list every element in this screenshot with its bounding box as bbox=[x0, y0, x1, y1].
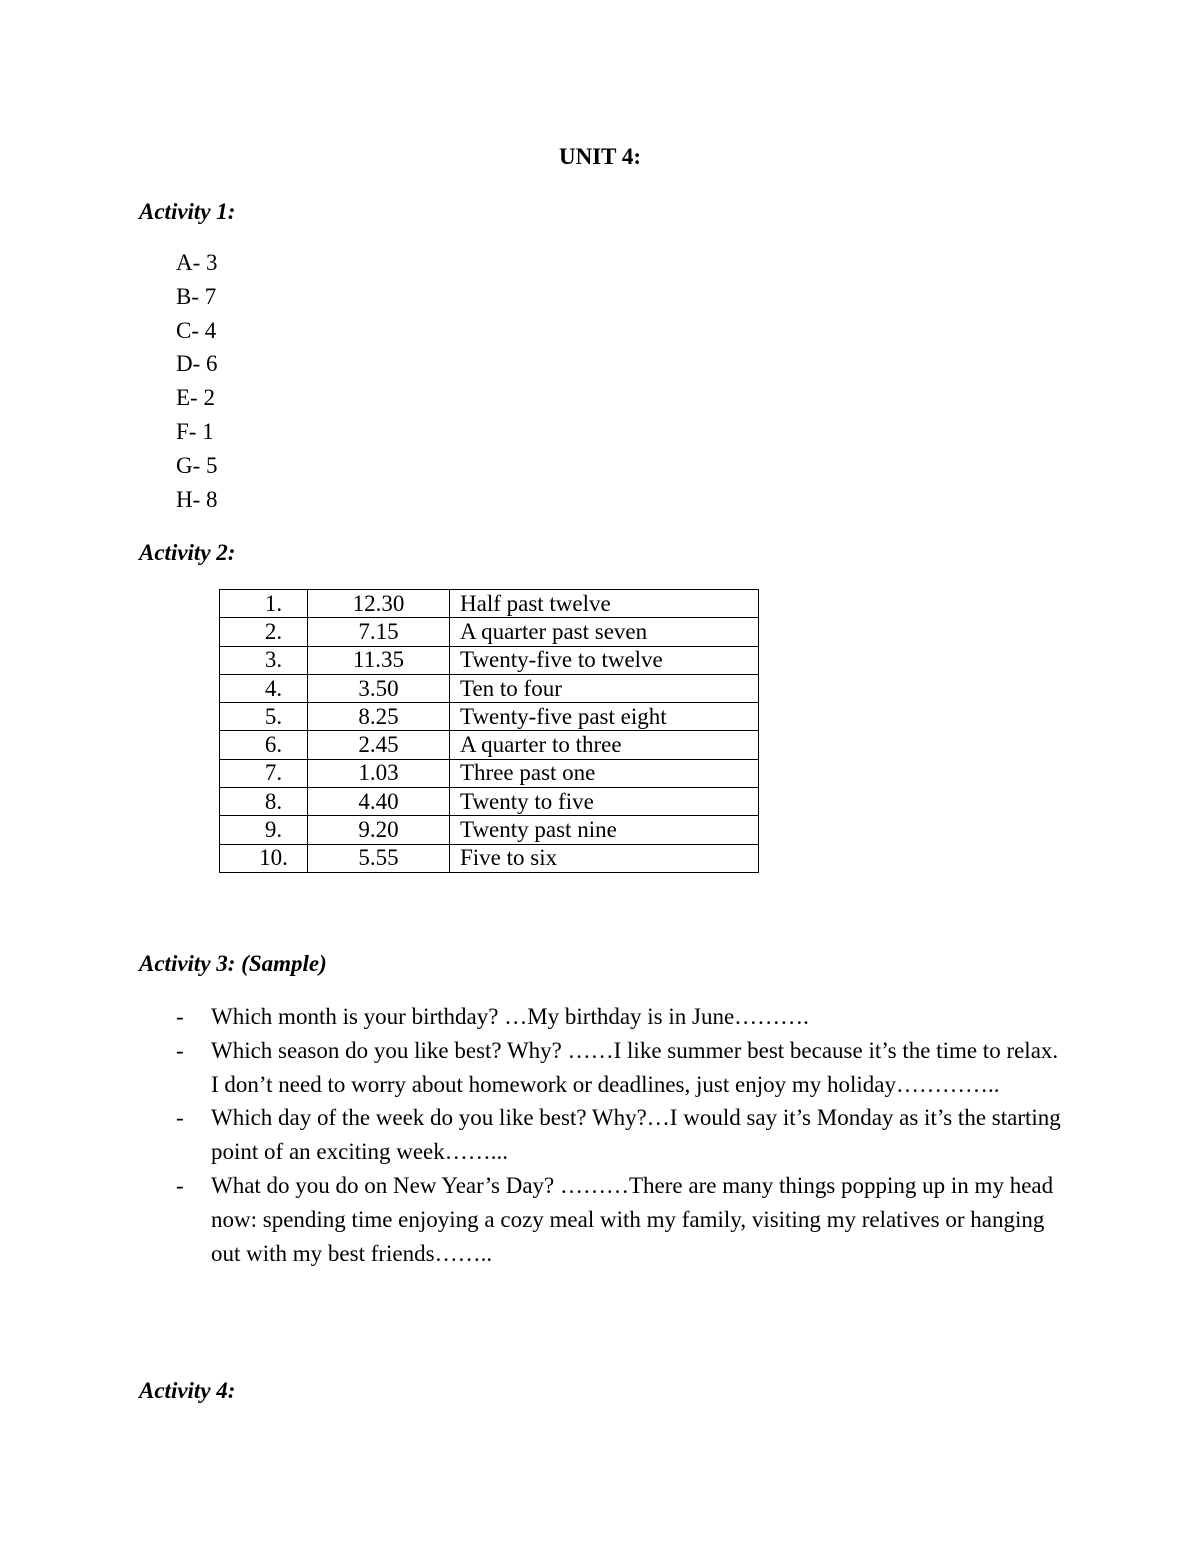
row-number: 6. bbox=[220, 731, 308, 759]
row-time: 12.30 bbox=[308, 590, 450, 618]
row-number: 3. bbox=[220, 646, 308, 674]
row-time: 9.20 bbox=[308, 816, 450, 844]
row-words: Half past twelve bbox=[450, 590, 759, 618]
bullet-dash: - bbox=[176, 1004, 184, 1029]
activity2-heading: Activity 2: bbox=[139, 540, 236, 565]
row-words: Twenty-five to twelve bbox=[450, 646, 759, 674]
list-item-text: Which day of the week do you like best? Why?…I would say it’s Monday as it’s the starting point of an exciting week……... bbox=[211, 1105, 1061, 1165]
row-number: 4. bbox=[220, 674, 308, 702]
row-number: 7. bbox=[220, 759, 308, 787]
row-number: 2. bbox=[220, 618, 308, 646]
activity2-time-table bbox=[219, 589, 759, 873]
list-item bbox=[176, 1034, 1066, 1102]
activity3-sample-list bbox=[176, 1000, 1066, 1270]
row-number: 5. bbox=[220, 703, 308, 731]
table-row bbox=[220, 703, 759, 731]
row-words: A quarter past seven bbox=[450, 618, 759, 646]
list-item-text: Which month is your birthday? …My birthday is in June………. bbox=[211, 1004, 809, 1029]
bullet-dash: - bbox=[176, 1105, 184, 1131]
row-words: Five to six bbox=[450, 844, 759, 872]
list-item: F- 1 bbox=[176, 418, 214, 444]
row-words: A quarter to three bbox=[450, 731, 759, 759]
table-row bbox=[220, 674, 759, 702]
list-item bbox=[176, 1000, 1066, 1034]
bullet-dash: - bbox=[176, 1172, 184, 1198]
list-item-text: Which season do you like best? Why? ……I like summer best because it’s the time to relax. I don’t need to worry about homework or deadlines, just enjoy my holiday………….. bbox=[211, 1037, 1059, 1097]
row-time: 5.55 bbox=[308, 844, 450, 872]
table-row bbox=[220, 788, 759, 816]
table-row bbox=[220, 816, 759, 844]
row-number: 9. bbox=[220, 816, 308, 844]
bullet-dash: - bbox=[176, 1037, 184, 1063]
row-time: 1.03 bbox=[308, 759, 450, 787]
row-time: 7.15 bbox=[308, 618, 450, 646]
row-words: Twenty past nine bbox=[450, 816, 759, 844]
list-item: A- 3 bbox=[176, 250, 218, 275]
row-number: 10. bbox=[220, 844, 308, 872]
row-time: 2.45 bbox=[308, 731, 450, 759]
list-item: C- 4 bbox=[176, 317, 217, 343]
row-number: 1. bbox=[220, 590, 308, 618]
list-item bbox=[176, 1169, 1066, 1270]
list-item bbox=[176, 1101, 1066, 1169]
row-words: Twenty to five bbox=[450, 788, 759, 816]
table-row bbox=[220, 759, 759, 787]
row-time: 8.25 bbox=[308, 703, 450, 731]
row-time: 11.35 bbox=[308, 646, 450, 674]
row-words: Three past one bbox=[450, 759, 759, 787]
row-words: Ten to four bbox=[450, 674, 759, 702]
list-item-text: What do you do on New Year’s Day? ………There are many things popping up in my head now: spending time enjoying a cozy meal with my family, visiting my relatives or hanging out with my best friends…….. bbox=[211, 1172, 1054, 1266]
activity1-answer-list bbox=[176, 248, 218, 518]
table-row bbox=[220, 590, 759, 618]
list-item: E- 2 bbox=[176, 385, 215, 411]
row-number: 8. bbox=[220, 788, 308, 816]
table-row bbox=[220, 844, 759, 872]
activity1-heading: Activity 1: bbox=[139, 199, 236, 224]
row-time: 4.40 bbox=[308, 788, 450, 816]
row-words: Twenty-five past eight bbox=[450, 703, 759, 731]
row-time: 3.50 bbox=[308, 674, 450, 702]
activity3-heading: Activity 3: (Sample) bbox=[139, 951, 327, 976]
table-row bbox=[220, 646, 759, 674]
list-item: D- 6 bbox=[176, 351, 218, 377]
table-row bbox=[220, 731, 759, 759]
activity4-heading: Activity 4: bbox=[139, 1378, 236, 1403]
list-item: G- 5 bbox=[176, 452, 218, 478]
list-item: B- 7 bbox=[176, 283, 217, 309]
table-row bbox=[220, 618, 759, 646]
page-title: UNIT 4: bbox=[558, 144, 641, 169]
list-item: H- 8 bbox=[176, 486, 218, 512]
